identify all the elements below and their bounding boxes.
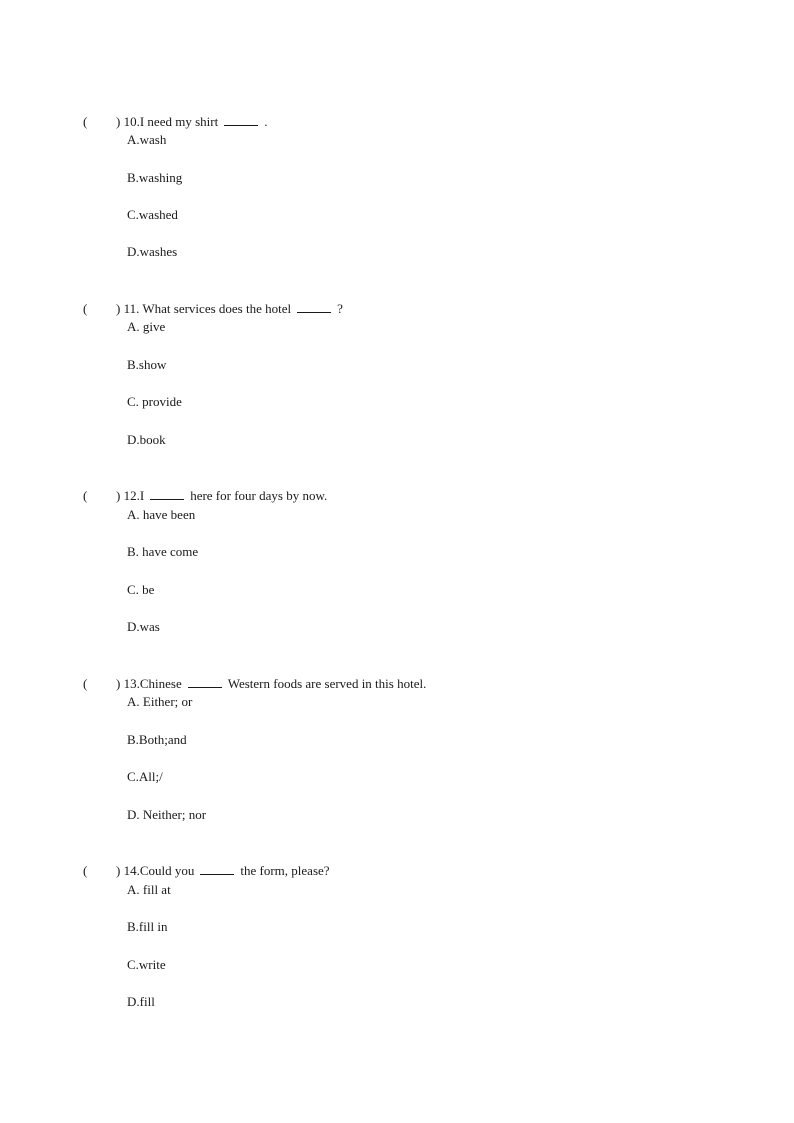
option-a: A. have been xyxy=(127,507,196,522)
answer-bracket-open: ( xyxy=(83,488,88,503)
answer-blank xyxy=(200,861,234,875)
question-11-stem xyxy=(70,281,343,316)
answer-blank xyxy=(188,674,222,688)
option-b: B. have come xyxy=(127,544,199,559)
option-c: C.All;/ xyxy=(127,769,163,784)
option-c: C.washed xyxy=(127,207,178,222)
option-a: A. give xyxy=(127,319,166,334)
option-c: C. be xyxy=(127,582,155,597)
option-b: B.show xyxy=(127,357,167,372)
answer-bracket-open: ( xyxy=(83,676,88,691)
answer-bracket-open: ( xyxy=(83,114,88,129)
answer-blank xyxy=(224,112,258,126)
answer-blank xyxy=(297,299,331,313)
option-c: C. provide xyxy=(127,394,182,409)
question-text-after: ? xyxy=(337,301,343,316)
option-b: B.fill in xyxy=(127,919,168,934)
answer-bracket-close: ) xyxy=(116,301,121,316)
question-text-after: Western foods are served in this hotel. xyxy=(227,676,427,691)
option-d: D.book xyxy=(127,432,166,447)
answer-bracket-open: ( xyxy=(83,863,88,878)
option-b: B.washing xyxy=(127,170,183,185)
option-b: B.Both;and xyxy=(127,732,187,747)
answer-bracket-close: ) xyxy=(116,676,121,691)
question-12-stem xyxy=(70,468,328,503)
answer-bracket-close: ) xyxy=(116,114,121,129)
option-a: A. fill at xyxy=(127,882,171,897)
option-d: D.washes xyxy=(127,244,178,259)
question-14-stem xyxy=(70,843,330,878)
question-text-after: here for four days by now. xyxy=(190,488,328,503)
option-c: C.write xyxy=(127,957,166,972)
option-a: A. Either; or xyxy=(127,694,193,709)
question-text: 14.Could you xyxy=(123,863,195,878)
option-d: D.fill xyxy=(127,994,155,1009)
question-text: 13.Chinese xyxy=(123,676,182,691)
question-text-after: the form, please? xyxy=(240,863,330,878)
answer-bracket-close: ) xyxy=(116,488,121,503)
option-d: D. Neither; nor xyxy=(127,807,207,822)
question-text-after: . xyxy=(264,114,268,129)
option-a: A.wash xyxy=(127,132,167,147)
question-text: 11. What services does the hotel xyxy=(123,301,292,316)
answer-blank xyxy=(150,486,184,500)
question-10-stem xyxy=(70,94,268,129)
answer-bracket-open: ( xyxy=(83,301,88,316)
answer-bracket-close: ) xyxy=(116,863,121,878)
option-d: D.was xyxy=(127,619,160,634)
question-text: 10.I need my shirt xyxy=(123,114,219,129)
question-13-stem xyxy=(70,656,427,691)
question-text: 12.I xyxy=(123,488,145,503)
